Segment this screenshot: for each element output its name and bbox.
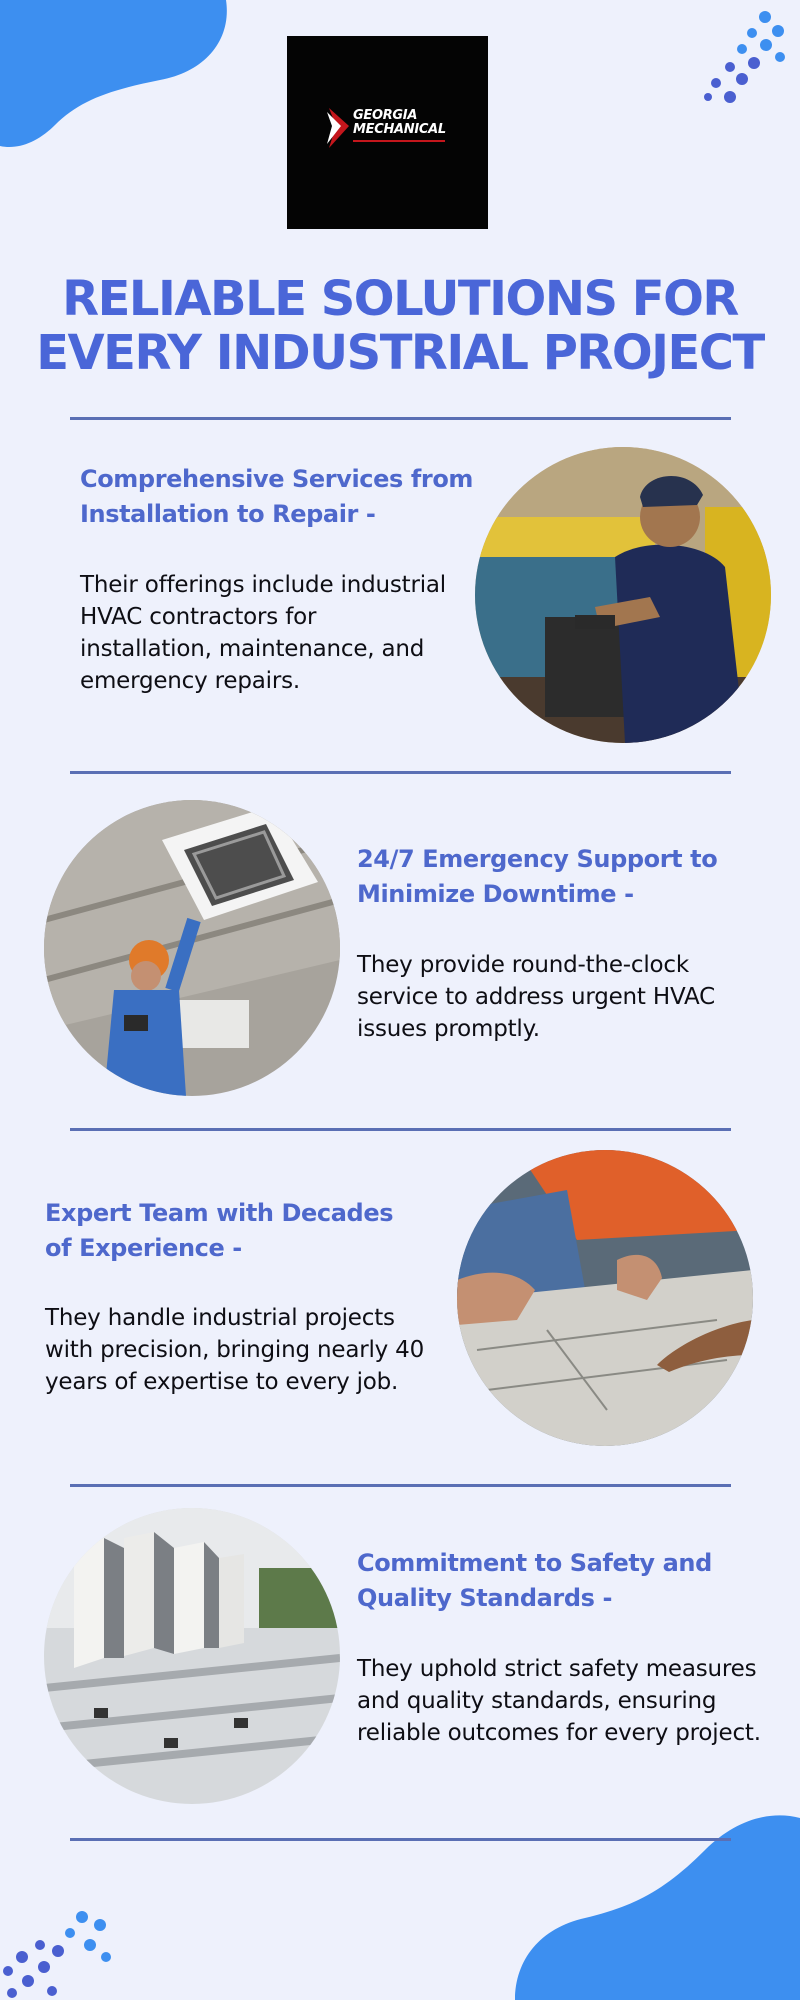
bottom-left-dots [0, 1905, 120, 2000]
engineers-reviewing-blueprints-photo [457, 1150, 753, 1446]
divider-1 [70, 417, 731, 420]
section-1-heading: Comprehensive Services from Installation to Repair - [80, 465, 474, 528]
top-left-blob [0, 0, 230, 150]
divider-5 [70, 1838, 731, 1841]
technician-at-workbench-photo [475, 447, 771, 743]
section-3-body: They handle industrial projects with precision, bringing nearly 40 years of expertise to every job. [45, 1305, 425, 1395]
section-4-body: They uphold strict safety measures and quality standards, ensuring reliable outcomes for every project. [357, 1656, 761, 1746]
top-right-dots [690, 5, 790, 110]
section-2-body: They provide round-the-clock service to address urgent HVAC issues promptly. [357, 952, 716, 1042]
rooftop-hvac-units-photo [44, 1508, 340, 1804]
divider-2 [70, 771, 731, 774]
section-3-heading: Expert Team with Decades of Experience - [45, 1199, 394, 1262]
section-1-body: Their offerings include industrial HVAC contractors for installation, maintenance, and emergency repairs. [80, 572, 446, 694]
divider-4 [70, 1484, 731, 1487]
logo-line-1: GEORGIA [353, 108, 418, 123]
ceiling-ac-installation-photo [44, 800, 340, 1096]
logo-underline [353, 140, 445, 142]
section-2-heading: 24/7 Emergency Support to Minimize Downtime - [357, 845, 718, 908]
company-logo [287, 36, 488, 229]
page-title [0, 272, 800, 380]
title-line-1: RELIABLE SOLUTIONS FOR [62, 271, 738, 327]
logo-chevron-icon [327, 108, 351, 148]
divider-3 [70, 1128, 731, 1131]
section-4-heading: Commitment to Safety and Quality Standards - [357, 1549, 712, 1612]
title-line-2: EVERY INDUSTRIAL PROJECT [36, 325, 764, 381]
logo-line-2: MECHANICAL [353, 122, 446, 137]
logo-wordmark [353, 109, 446, 137]
